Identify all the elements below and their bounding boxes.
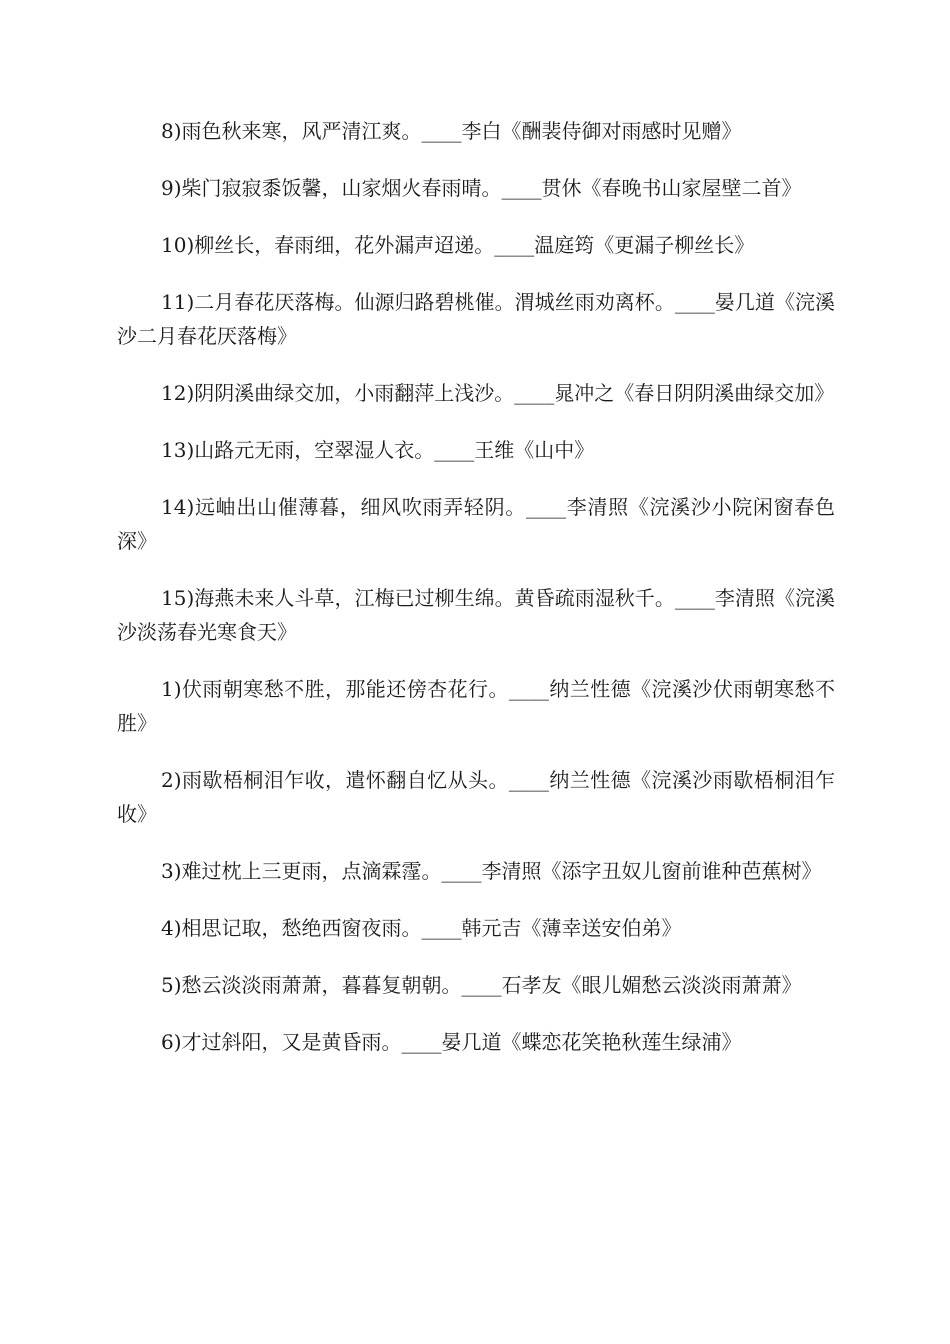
poem-line-15: 15)海燕未来人斗草，江梅已过柳生绵。黄昏疏雨湿秋千。____李清照《浣溪沙淡荡春光寒食天》 — [117, 586, 835, 644]
document-page — [117, 114, 835, 1082]
poem-line-13: 13)山路元无雨，空翠湿人衣。____王维《山中》 — [161, 438, 595, 462]
poem-line-2: 2)雨歇梧桐泪乍收，遣怀翻自忆从头。____纳兰性德《浣溪沙雨歇梧桐泪乍收》 — [117, 768, 835, 826]
poem-line-9: 9)柴门寂寂黍饭馨，山家烟火春雨晴。____贯休《春晚书山家屋壁二首》 — [161, 176, 802, 200]
poem-line-14: 14)远岫出山催薄暮，细风吹雨弄轻阴。____李清照《浣溪沙小院闲窗春色深》 — [117, 495, 835, 553]
poem-line-4: 4)相思记取，愁绝西窗夜雨。____韩元吉《薄幸送安伯弟》 — [161, 916, 682, 940]
poem-line-1: 1)伏雨朝寒愁不胜，那能还傍杏花行。____纳兰性德《浣溪沙伏雨朝寒愁不胜》 — [117, 677, 835, 735]
poem-line-5: 5)愁云淡淡雨萧萧，暮暮复朝朝。____石孝友《眼儿媚愁云淡淡雨萧萧》 — [161, 973, 802, 997]
poem-line-11: 11)二月春花厌落梅。仙源归路碧桃催。渭城丝雨劝离杯。____晏几道《浣溪沙二月春花厌落梅》 — [117, 290, 835, 348]
poem-line-6: 6)才过斜阳，又是黄昏雨。____晏几道《蝶恋花笑艳秋莲生绿浦》 — [161, 1030, 742, 1054]
poem-line-12: 12)阴阴溪曲绿交加，小雨翻萍上浅沙。____晁冲之《春日阴阴溪曲绿交加》 — [161, 381, 835, 405]
poem-line-10: 10)柳丝长，春雨细，花外漏声迢递。____温庭筠《更漏子柳丝长》 — [161, 233, 755, 257]
poem-line-8: 8)雨色秋来寒，风严清江爽。____李白《酬裴侍御对雨感时见赠》 — [161, 119, 742, 143]
poem-line-3: 3)难过枕上三更雨，点滴霖霪。____李清照《添字丑奴儿窗前谁种芭蕉树》 — [161, 859, 822, 883]
